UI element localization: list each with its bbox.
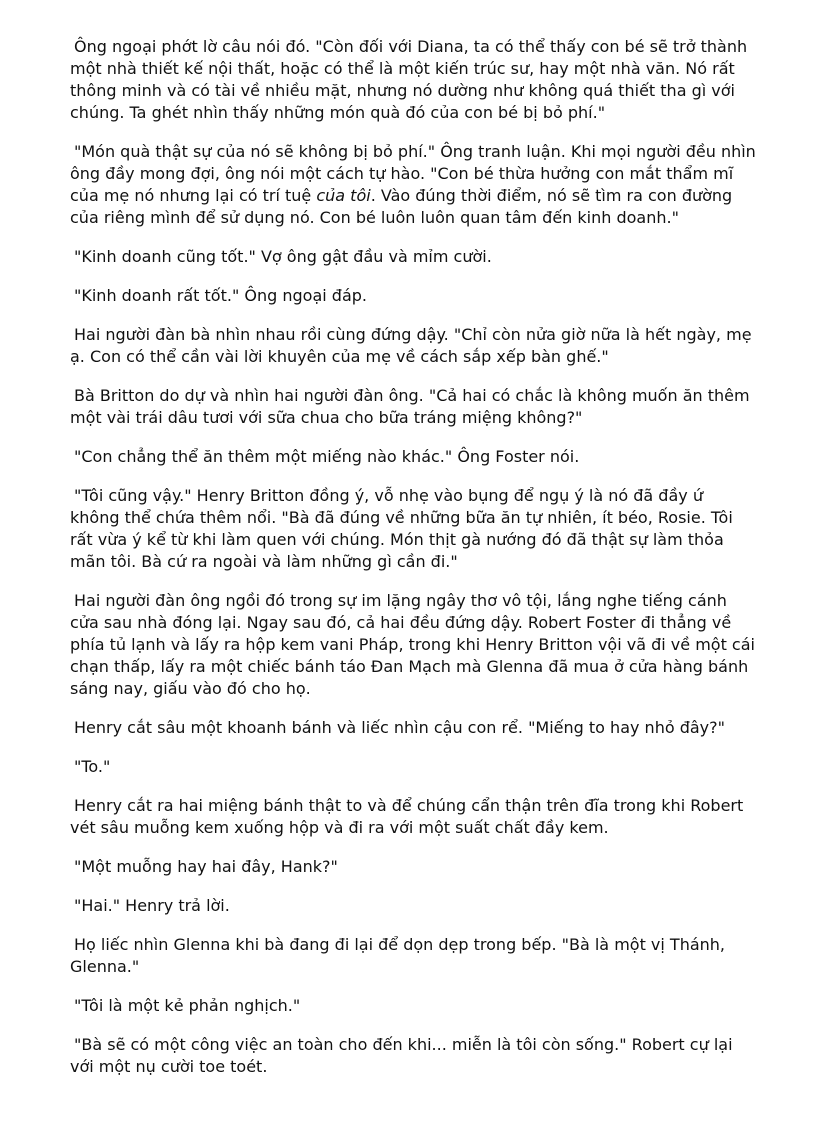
- paragraph: Họ liếc nhìn Glenna khi bà đang đi lại để dọn dẹp trong bếp. "Bà là một vị Thánh, Glenna.": [70, 935, 726, 976]
- paragraph: "Bà sẽ có một công việc an toàn cho đến khi... miễn là tôi còn sống." Robert cự lại với một nụ cười toe toét.: [70, 1035, 733, 1076]
- paragraph: Ông ngoại phớt lờ câu nói đó. "Còn đối với Diana, ta có thể thấy con bé sẽ trở thành một nhà thiết kế nội thất, hoặc có thể là một kiến trúc sư, hay một nhà văn. Nó rất thông minh và có tài về nhiều mặt, nhưng nó dường như không quá thiết tha gì với chúng. Ta ghét nhìn thấy những món quà đó của con bé bị bỏ phí.": [70, 37, 748, 122]
- paragraph-text: . Vào đúng thời điểm, nó sẽ tìm ra con đường của riêng mình để sử dụng nó. Con bé luôn luôn quan tâm đến kinh doanh.": [70, 186, 733, 227]
- paragraph: "Kinh doanh cũng tốt." Vợ ông gật đầu và mỉm cười.: [74, 247, 492, 266]
- paragraph: Henry cắt ra hai miệng bánh thật to và để chúng cẩn thận trên đĩa trong khi Robert vét sâu muỗng kem xuống hộp và đi ra với một suất chất đầy kem.: [70, 796, 744, 837]
- paragraph: Hai người đàn ông ngồi đó trong sự im lặng ngây thơ vô tội, lắng nghe tiếng cánh cửa sau nhà đóng lại. Ngay sau đó, cả hai đều đứng dậy. Robert Foster đi thẳng về phía tủ lạnh và lấy ra hộp kem vani Pháp, trong khi Henry Britton vội vã đi về một cái chạn thấp, lấy ra một chiếc bánh táo Đan Mạch mà Glenna đã mua ở cửa hàng bánh sáng nay, giấu vào đó cho họ.: [70, 591, 755, 698]
- paragraph: Henry cắt sâu một khoanh bánh và liếc nhìn cậu con rể. "Miếng to hay nhỏ đây?": [74, 718, 725, 737]
- paragraph: "Tôi cũng vậy." Henry Britton đồng ý, vỗ nhẹ vào bụng để ngụ ý là nó đã đầy ứ không thể chứa thêm nổi. "Bà đã đúng về những bữa ăn tự nhiên, ít béo, Rosie. Tôi rất vừa ý kể từ khi làm quen với chúng. Món thịt gà nướng đó đã thật sự làm thỏa mãn tôi. Bà cứ ra ngoài và làm những gì cần đi.": [70, 486, 733, 571]
- paragraph: "Hai." Henry trả lời.: [74, 896, 230, 915]
- emphasized-text: của tôi: [316, 186, 371, 205]
- document-page: [70, 36, 756, 1095]
- paragraph: Hai người đàn bà nhìn nhau rồi cùng đứng dậy. "Chỉ còn nửa giờ nữa là hết ngày, mẹ ạ. Con có thể cần vài lời khuyên của mẹ về cách sắp xếp bàn ghế.": [70, 325, 752, 366]
- paragraph: "Tôi là một kẻ phản nghịch.": [74, 996, 301, 1015]
- paragraph: [70, 141, 756, 229]
- paragraph-text: "Món quà thật sự của nó sẽ không bị bỏ phí." Ông tranh luận. Khi mọi người đều nhìn ông đầy mong đợi, ông nói một cách tự hào. "Con bé thừa hưởng con mắt thẩm mĩ của mẹ nó nhưng lại có trí tuệ: [70, 142, 756, 205]
- paragraph: "Con chẳng thể ăn thêm một miếng nào khác." Ông Foster nói.: [74, 447, 580, 466]
- paragraph: Bà Britton do dự và nhìn hai người đàn ông. "Cả hai có chắc là không muốn ăn thêm một vài trái dâu tươi với sữa chua cho bữa tráng miệng không?": [70, 386, 750, 427]
- paragraph: "Một muỗng hay hai đây, Hank?": [74, 857, 338, 876]
- paragraph: "Kinh doanh rất tốt." Ông ngoại đáp.: [74, 286, 367, 305]
- paragraph: "To.": [74, 757, 111, 776]
